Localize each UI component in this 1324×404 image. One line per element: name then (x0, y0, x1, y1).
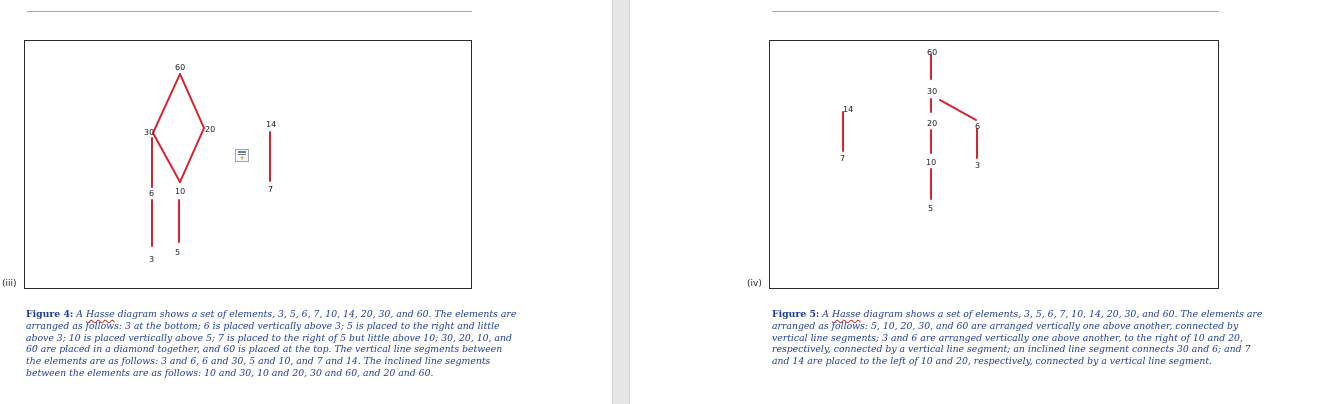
header-rule (27, 11, 472, 12)
caption-text-pre: A (819, 309, 832, 320)
page-gutter (612, 0, 630, 404)
header-rule (772, 11, 1219, 12)
document-page-left (0, 0, 612, 404)
node-60: 60 (927, 48, 938, 57)
edge-30-6 (940, 100, 976, 120)
caption-text: diagram shows a set of elements, 3, 5, 6, 7, 10, 14, 20, 30, and 60. The elements are arranged as follows: 5, 10, 20, 30, and 60 are arranged vertically one above another, connected by vertical line segments; 3 and 6 are arranged vertically one above another, to the right of 10 and 20, respectively, connected by a vertical line segment; an inclined line segment connects 30 and 6; and 7 and 14 are placed to the left of 10 and 20, respectively, connected by a vertical line segment. (772, 309, 1263, 368)
figure-4-hasse-diagram (24, 40, 472, 289)
figure-5-caption (772, 309, 1264, 368)
figure-marker: (iii) (2, 279, 17, 289)
node-20: 20 (205, 125, 216, 134)
edge-10-30 (153, 133, 180, 182)
node-20: 20 (927, 119, 938, 128)
node-10: 10 (175, 187, 186, 196)
node-7: 7 (840, 154, 846, 163)
edge-10-20 (180, 128, 204, 182)
caption-label: Figure 4: (26, 309, 74, 320)
node-60: 60 (175, 63, 186, 72)
node-30: 30 (144, 128, 155, 137)
node-30: 30 (927, 87, 938, 96)
spelling-flag-term: Hasse (85, 309, 115, 320)
node-5: 5 (928, 204, 934, 213)
node-3: 3 (149, 255, 155, 264)
node-14: 14 (843, 105, 854, 114)
figure-5-hasse-diagram (769, 40, 1219, 289)
document-page-right (630, 0, 1324, 404)
node-14: 14 (266, 120, 277, 129)
caption-text-pre: A (73, 309, 86, 320)
node-6: 6 (975, 122, 981, 131)
node-5: 5 (175, 248, 181, 257)
edge-30-60 (153, 74, 180, 133)
node-6: 6 (149, 189, 155, 198)
quick-action-icon[interactable] (235, 149, 249, 162)
figure-4-caption (26, 309, 518, 380)
caption-text: diagram shows a set of elements, 3, 5, 6, 7, 10, 14, 20, 30, and 60. The elements are arranged as follows: 3 at the bottom; 6 is placed vertically above 3; 5 is placed to the right and little above 3; 10 is placed vertically above 5; 7 is placed to the right of 5 but little above 10; 30, 20, 10, and 60 are placed in a diamond together, and 60 is placed at the top. The vertical line segments between the elements are as follows: 3 and 6, 6 and 30, 5 and 10, and 7 and 14. The inclined line segments between the elements are as follows: 10 and 30, 10 and 20, 30 and 60, and 20 and 60. (26, 309, 517, 379)
spelling-flag-term: Hasse (831, 309, 861, 320)
node-10: 10 (926, 158, 937, 167)
node-3: 3 (975, 161, 981, 170)
caption-label: Figure 5: (772, 309, 820, 320)
edge-20-60 (180, 74, 204, 128)
figure-marker: (iv) (747, 279, 762, 289)
node-7: 7 (268, 185, 274, 194)
